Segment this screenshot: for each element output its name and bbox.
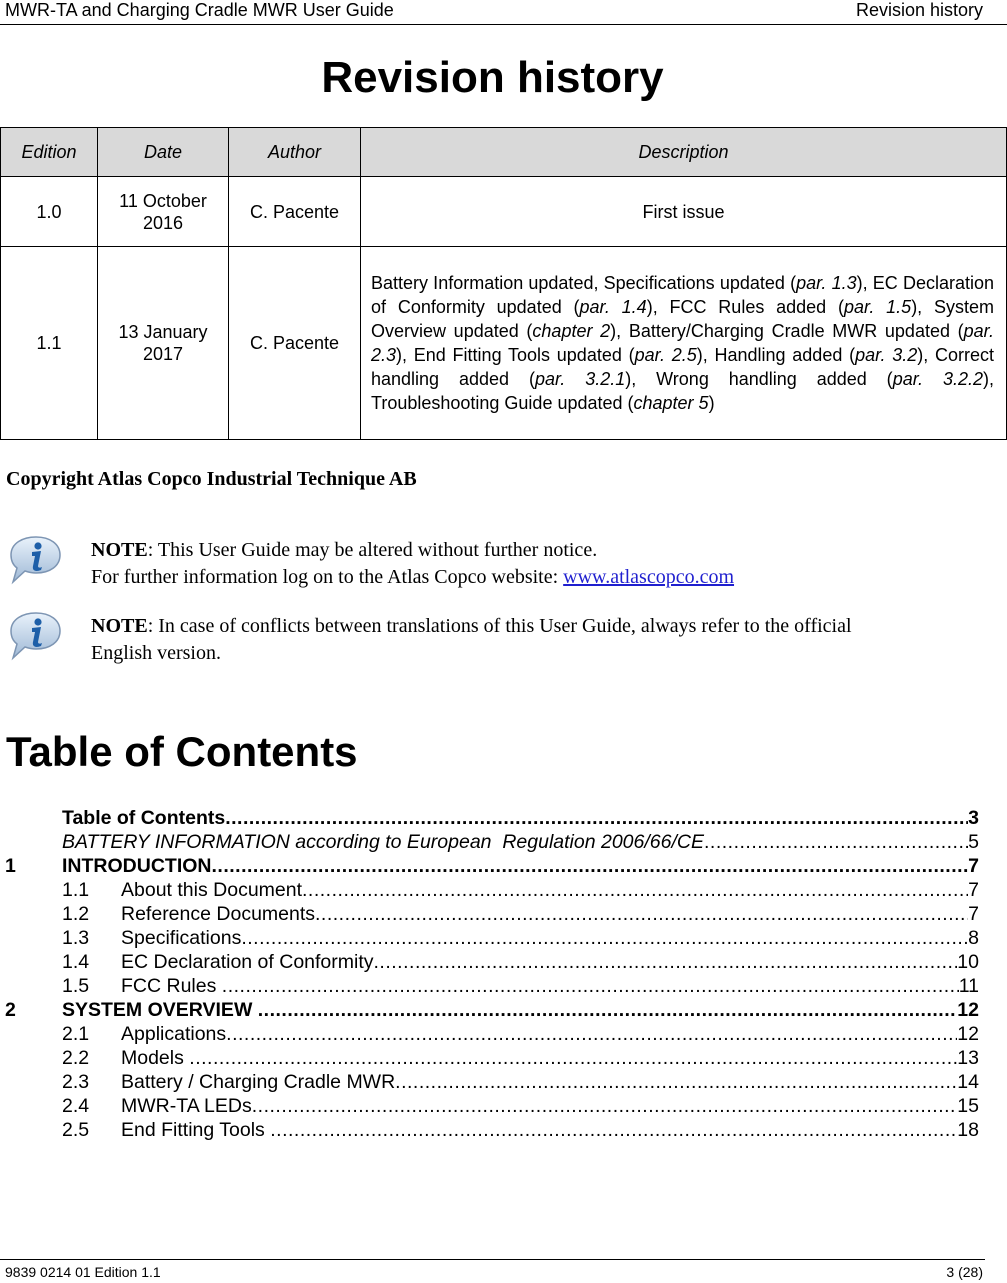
cell-author: C. Pacente <box>229 247 361 440</box>
header-document-title: MWR-TA and Charging Cradle MWR User Guide <box>5 0 394 20</box>
toc-entry-title: End Fitting Tools <box>121 1119 271 1141</box>
cell-author: C. Pacente <box>229 177 361 247</box>
description-text: ), EC Declaration of Conformity updated ( <box>371 273 994 317</box>
toc-entry-title: SYSTEM OVERVIEW <box>62 999 258 1021</box>
reference-text: par. 2.3 <box>371 321 995 365</box>
date-line: 2016 <box>142 212 184 233</box>
toc-dot-leader <box>189 1046 957 1070</box>
toc-dot-leader <box>704 830 968 854</box>
toc-dot-leader <box>212 854 969 878</box>
cell-date <box>98 177 229 247</box>
toc-entry[interactable] <box>0 854 979 878</box>
table-row <box>1 247 1007 440</box>
toc-entry-page: 13 <box>957 1047 979 1069</box>
note-line: : In case of conflicts between translations of this User Guide, always refer to the official <box>147 615 852 637</box>
toc-dot-leader <box>222 974 959 998</box>
toc-entry-title: Table of Contents <box>62 807 226 829</box>
toc-entry[interactable] <box>0 1070 979 1094</box>
reference-text: par. 3.2.1 <box>534 369 626 389</box>
reference-text: par. 3.2.2 <box>892 369 983 389</box>
toc-dot-leader <box>252 1094 958 1118</box>
toc-entry[interactable] <box>0 1094 979 1118</box>
page-title: Revision history <box>321 53 664 102</box>
toc-entry[interactable] <box>0 1022 979 1046</box>
toc-dot-leader <box>226 1022 957 1046</box>
reference-text: par. 1.5 <box>844 297 912 317</box>
toc-dot-leader <box>241 926 968 950</box>
toc-entry-number: 1 <box>5 855 16 877</box>
toc-dot-leader <box>315 902 968 926</box>
note-line: English version. <box>91 642 221 664</box>
note-text <box>91 613 991 667</box>
toc-entry-page: 14 <box>957 1071 979 1093</box>
description-text: ), Correct handling added ( <box>371 345 994 389</box>
reference-text: chapter 5 <box>633 393 709 413</box>
toc-entry-number: 2.2 <box>62 1047 90 1069</box>
atlascopco-website-link[interactable]: www.atlascopco.com <box>563 566 735 588</box>
toc-entry-number: 1.2 <box>62 903 90 925</box>
toc-entry-number: 2.5 <box>62 1119 90 1141</box>
toc-entry-number: 1.5 <box>62 975 90 997</box>
column-header-author: Author <box>229 128 361 177</box>
toc-entry-number: 2.4 <box>62 1095 90 1117</box>
note-label: NOTE <box>91 539 148 561</box>
page-header <box>0 0 1007 25</box>
toc-dot-leader <box>302 878 968 902</box>
description-text: ), System Overview updated ( <box>371 297 995 341</box>
toc-entry-title: INTRODUCTION <box>62 855 212 877</box>
note-line: : This User Guide may be altered without further notice. <box>147 539 598 561</box>
note-label: NOTE <box>91 615 148 637</box>
toc-entry[interactable] <box>0 1118 979 1142</box>
cell-edition: 1.0 <box>1 177 98 247</box>
description-text: ) <box>708 393 715 413</box>
date-line: 13 January <box>118 322 208 342</box>
table-row <box>1 177 1007 247</box>
toc-dot-leader <box>270 1118 957 1142</box>
reference-text: par. 3.2 <box>855 345 918 365</box>
table-header-row <box>1 128 1007 177</box>
description-text: ), FCC Rules added ( <box>646 297 844 317</box>
date-line: 2017 <box>142 344 184 364</box>
info-bubble-icon <box>5 611 63 661</box>
reference-text: par. 2.5 <box>634 345 697 365</box>
toc-entry[interactable] <box>0 830 979 854</box>
revision-history-table <box>0 127 1007 440</box>
toc-dot-leader <box>225 806 968 830</box>
description-text: ), End Fitting Tools updated ( <box>396 345 635 365</box>
toc-entry-title: Battery / Charging Cradle MWR <box>121 1071 396 1093</box>
footer-document-number: 9839 0214 01 Edition 1.1 <box>5 1264 161 1280</box>
toc-entry-page: 10 <box>957 951 979 973</box>
reference-text: par. 1.4 <box>579 297 647 317</box>
toc-entry-page: 7 <box>968 903 979 925</box>
column-header-date: Date <box>98 128 229 177</box>
toc-title: Table of Contents <box>6 728 358 775</box>
toc-entry-number: 1.1 <box>62 879 90 901</box>
column-header-description: Description <box>361 128 1007 177</box>
toc-entry[interactable] <box>0 926 979 950</box>
description-text: ), Troubleshooting Guide updated ( <box>371 369 994 413</box>
toc-entry-page: 15 <box>957 1095 979 1117</box>
date-line: 11 October <box>119 190 207 211</box>
toc-entry[interactable] <box>0 974 979 998</box>
toc-entry-page: 12 <box>957 1023 979 1045</box>
page-footer <box>0 1259 985 1283</box>
toc-entry[interactable] <box>0 1046 979 1070</box>
description-text: Battery Information updated, Specifications updated ( <box>371 273 797 293</box>
toc-entry-title: Models <box>121 1047 190 1069</box>
column-header-edition: Edition <box>1 128 98 177</box>
note-text <box>91 537 991 591</box>
toc-entry[interactable] <box>0 998 979 1022</box>
toc-entry-title: Applications <box>121 1023 227 1045</box>
reference-text: par. 1.3 <box>796 273 857 293</box>
description-text: ), Wrong handling added ( <box>625 369 893 389</box>
footer-page-number: 3 (28) <box>946 1264 983 1280</box>
note-line: For further information log on to the Atlas Copco website: <box>91 566 564 588</box>
toc-entry[interactable] <box>0 878 979 902</box>
description-text: ), Battery/Charging Cradle MWR updated ( <box>610 321 964 341</box>
reference-text: chapter 2 <box>532 321 611 341</box>
cell-description <box>361 247 1007 440</box>
toc-entry-page: 12 <box>957 999 979 1021</box>
toc-entry[interactable] <box>0 950 979 974</box>
cell-edition: 1.1 <box>1 247 98 440</box>
copyright-notice: Copyright Atlas Copco Industrial Technique AB <box>6 468 417 490</box>
toc-dot-leader <box>258 998 958 1022</box>
toc-entry-page: 11 <box>958 975 979 997</box>
toc-entry[interactable] <box>0 806 979 830</box>
toc-entry-title: BATTERY INFORMATION according to European Regulation 2006/66/CE <box>62 831 704 853</box>
toc-entry-title: Specifications <box>121 927 242 949</box>
toc-entry-number: 1.3 <box>62 927 90 949</box>
toc-entry-page: 7 <box>968 879 979 901</box>
toc-entry-page: 8 <box>968 927 979 949</box>
toc-entry-title: FCC Rules <box>121 975 222 997</box>
toc-entry-title: Reference Documents <box>121 903 316 925</box>
toc-entry-title: EC Declaration of Conformity <box>121 951 374 973</box>
toc-entry-page: 7 <box>968 855 979 877</box>
info-bubble-icon <box>5 535 63 585</box>
toc-entry-title: MWR-TA LEDs <box>121 1095 252 1117</box>
toc-entry-page: 18 <box>957 1119 979 1141</box>
toc-entry[interactable] <box>0 902 979 926</box>
cell-date <box>98 247 229 440</box>
toc-entry-title: About this Document <box>121 879 303 901</box>
toc-entry-number: 1.4 <box>62 951 90 973</box>
cell-description: First issue <box>361 177 1007 247</box>
toc-dot-leader <box>374 950 958 974</box>
toc-entry-number: 2.3 <box>62 1071 90 1093</box>
toc-entry-number: 2.1 <box>62 1023 90 1045</box>
toc-entry-number: 2 <box>5 999 16 1021</box>
description-text: ), Handling added ( <box>696 345 856 365</box>
toc-entry-page: 5 <box>968 831 979 853</box>
toc-entry-page: 3 <box>968 807 979 829</box>
toc-dot-leader <box>395 1070 957 1094</box>
header-section-title: Revision history <box>855 0 983 20</box>
